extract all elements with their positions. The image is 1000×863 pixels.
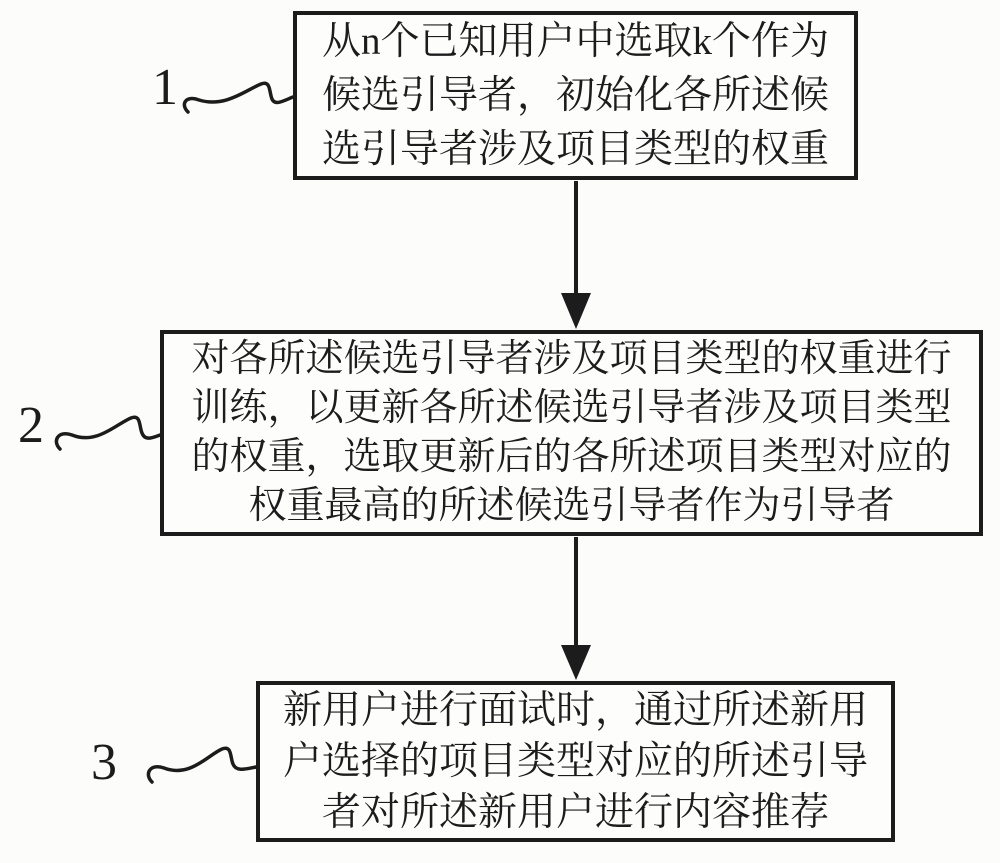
step-1-leader-line <box>184 83 293 112</box>
step-1-text-line-2: 候选引导者，初始化各所述候 <box>321 73 829 117</box>
arrow-step2-to-step3 <box>561 537 591 680</box>
step-1-label: 1 <box>152 59 178 116</box>
step-2-label: 2 <box>18 397 44 454</box>
step-2-text-line-4: 权重最高的所述候选引导者作为引导者 <box>248 485 895 527</box>
step-3-text-line-3: 者对所述新用户进行内容推荐 <box>321 791 829 834</box>
step-2-text-line-3: 的权重，选取更新后的各所述项目类型对应的 <box>191 436 952 478</box>
step-3-text-line-1: 新用户进行面试时，通过所述新用 <box>282 689 868 732</box>
step-2-box <box>160 330 983 536</box>
step-3-box <box>256 681 895 842</box>
step-2-text-line-2: 训练，以更新各所述候选引导者涉及项目类型 <box>191 387 952 429</box>
step-2-text-line-1: 对各所述候选引导者涉及项目类型的权重进行 <box>191 338 952 380</box>
step-1-text-line-3: 选引导者涉及项目类型的权重 <box>321 127 829 171</box>
arrow-step1-to-step2 <box>561 181 591 329</box>
step-3-text-line-2: 户选择的项目类型对应的所述引导 <box>282 740 868 783</box>
arrow-head-icon <box>561 645 591 680</box>
step-2-leader-line <box>56 417 160 449</box>
step-3-leader-line <box>148 748 256 782</box>
step-1-box <box>293 11 858 180</box>
arrow-head-icon <box>561 293 591 329</box>
step-3-label: 3 <box>91 734 117 791</box>
step-1-text-line-1: 从n个已知用户中选取k个作为 <box>321 19 829 63</box>
